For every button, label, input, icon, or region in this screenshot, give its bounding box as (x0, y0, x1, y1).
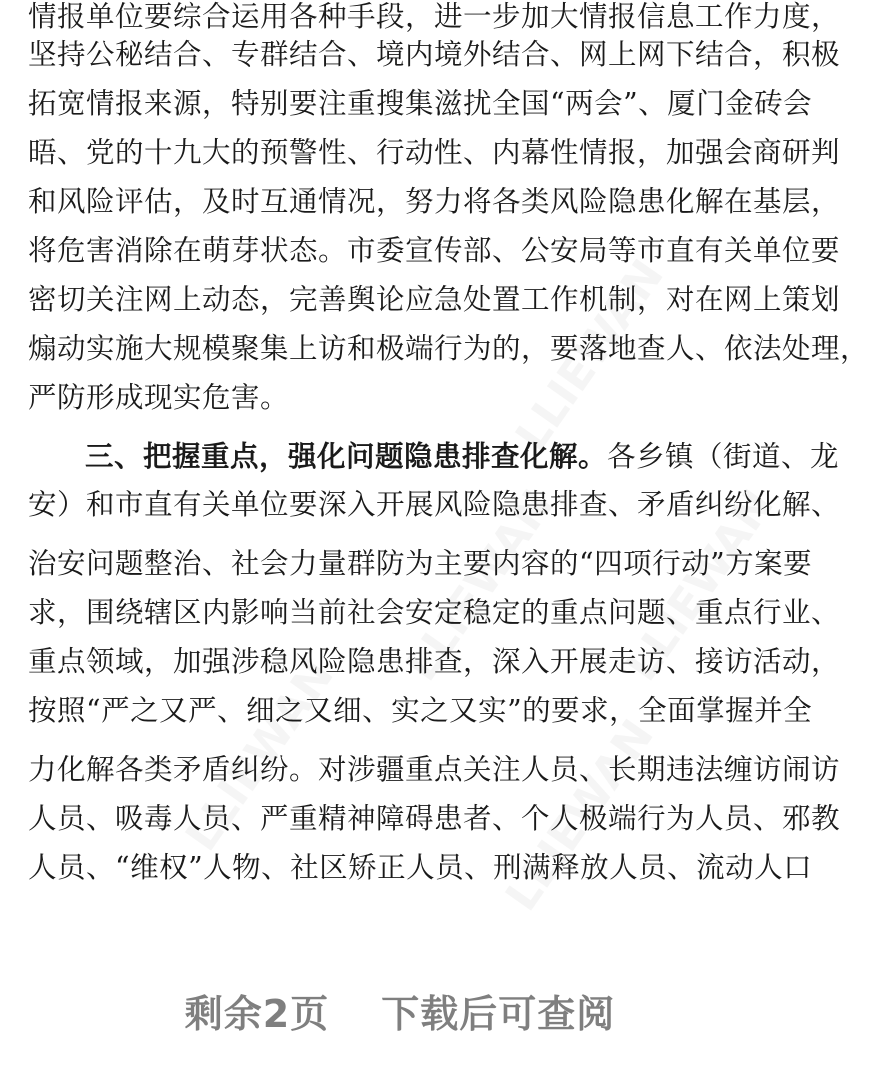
paragraph-line: 情报单位要综合运用各种手段，进一步加大情报信息工作力度， (28, 0, 841, 33)
section-3-first-line (85, 431, 840, 481)
watermark: LLIEWAN (616, 480, 784, 691)
download-prompt[interactable] (0, 975, 800, 1045)
content-fade (0, 905, 800, 965)
watermark: LLIEWAN (496, 710, 664, 921)
paragraph-line: 和风险评估，及时互通情况，努力将各类风险隐患化解在基层， (28, 185, 841, 218)
paragraph-line: 晤、党的十九大的预警性、行动性、内幕性情报，加强会商研判 (28, 136, 841, 169)
remaining-pages-label: 剩余2页 (184, 991, 330, 1036)
paragraph-line: 按照“严之又严、细之又细、实之又实”的要求，全面掌握并全 (28, 694, 813, 727)
paragraph-line: 坚持公秘结合、专群结合、境内境外结合、网上网下结合，积极 (28, 38, 841, 71)
paragraph-line: 求，围绕辖区内影响当前社会安定稳定的重点问题、重点行业、 (28, 596, 841, 629)
watermark: LLIEWAN (506, 250, 674, 461)
paragraph-line: 将危害消除在萌芽状态。市委宣传部、公安局等市直有关单位要 (28, 234, 841, 267)
paragraph-line: 治安问题整治、社会力量群防为主要内容的“四项行动”方案要 (28, 547, 813, 580)
section-3-heading: 三、把握重点，强化问题隐患排查化解。 (85, 439, 608, 473)
section-3-text: 各乡镇（街道、龙 (607, 440, 840, 473)
watermark: LLIEWAN (396, 480, 564, 691)
paragraph-line: 安）和市直有关单位要深入开展风险隐患排查、矛盾纠纷化解、 (28, 488, 841, 521)
paragraph-line: 重点领域，加强涉稳风险隐患排查，深入开展走访、接访活动， (28, 645, 841, 678)
paragraph-line: 人员、“维权”人物、社区矫正人员、刑满释放人员、流动人口 (28, 851, 813, 884)
paragraph-line: 人员、吸毒人员、严重精神障碍患者、个人极端行为人员、邪教 (28, 802, 841, 835)
paragraph-line: 拓宽情报来源，特别要注重搜集滋扰全国“两会”、厦门金砖会 (28, 87, 813, 120)
download-to-view-label[interactable]: 下载后可查阅 (381, 991, 616, 1036)
paragraph-line: 密切关注网上动态，完善舆论应急处置工作机制，对在网上策划 (28, 283, 841, 316)
paragraph-line: 煽动实施大规模聚集上访和极端行为的，要落地查人、依法处理， (28, 332, 869, 365)
paragraph-line: 力化解各类矛盾纠纷。对涉疆重点关注人员、长期违法缠访闹访 (28, 753, 841, 786)
watermark: LLIEWAN (176, 650, 344, 861)
paragraph-line: 严防形成现实危害。 (28, 381, 290, 414)
